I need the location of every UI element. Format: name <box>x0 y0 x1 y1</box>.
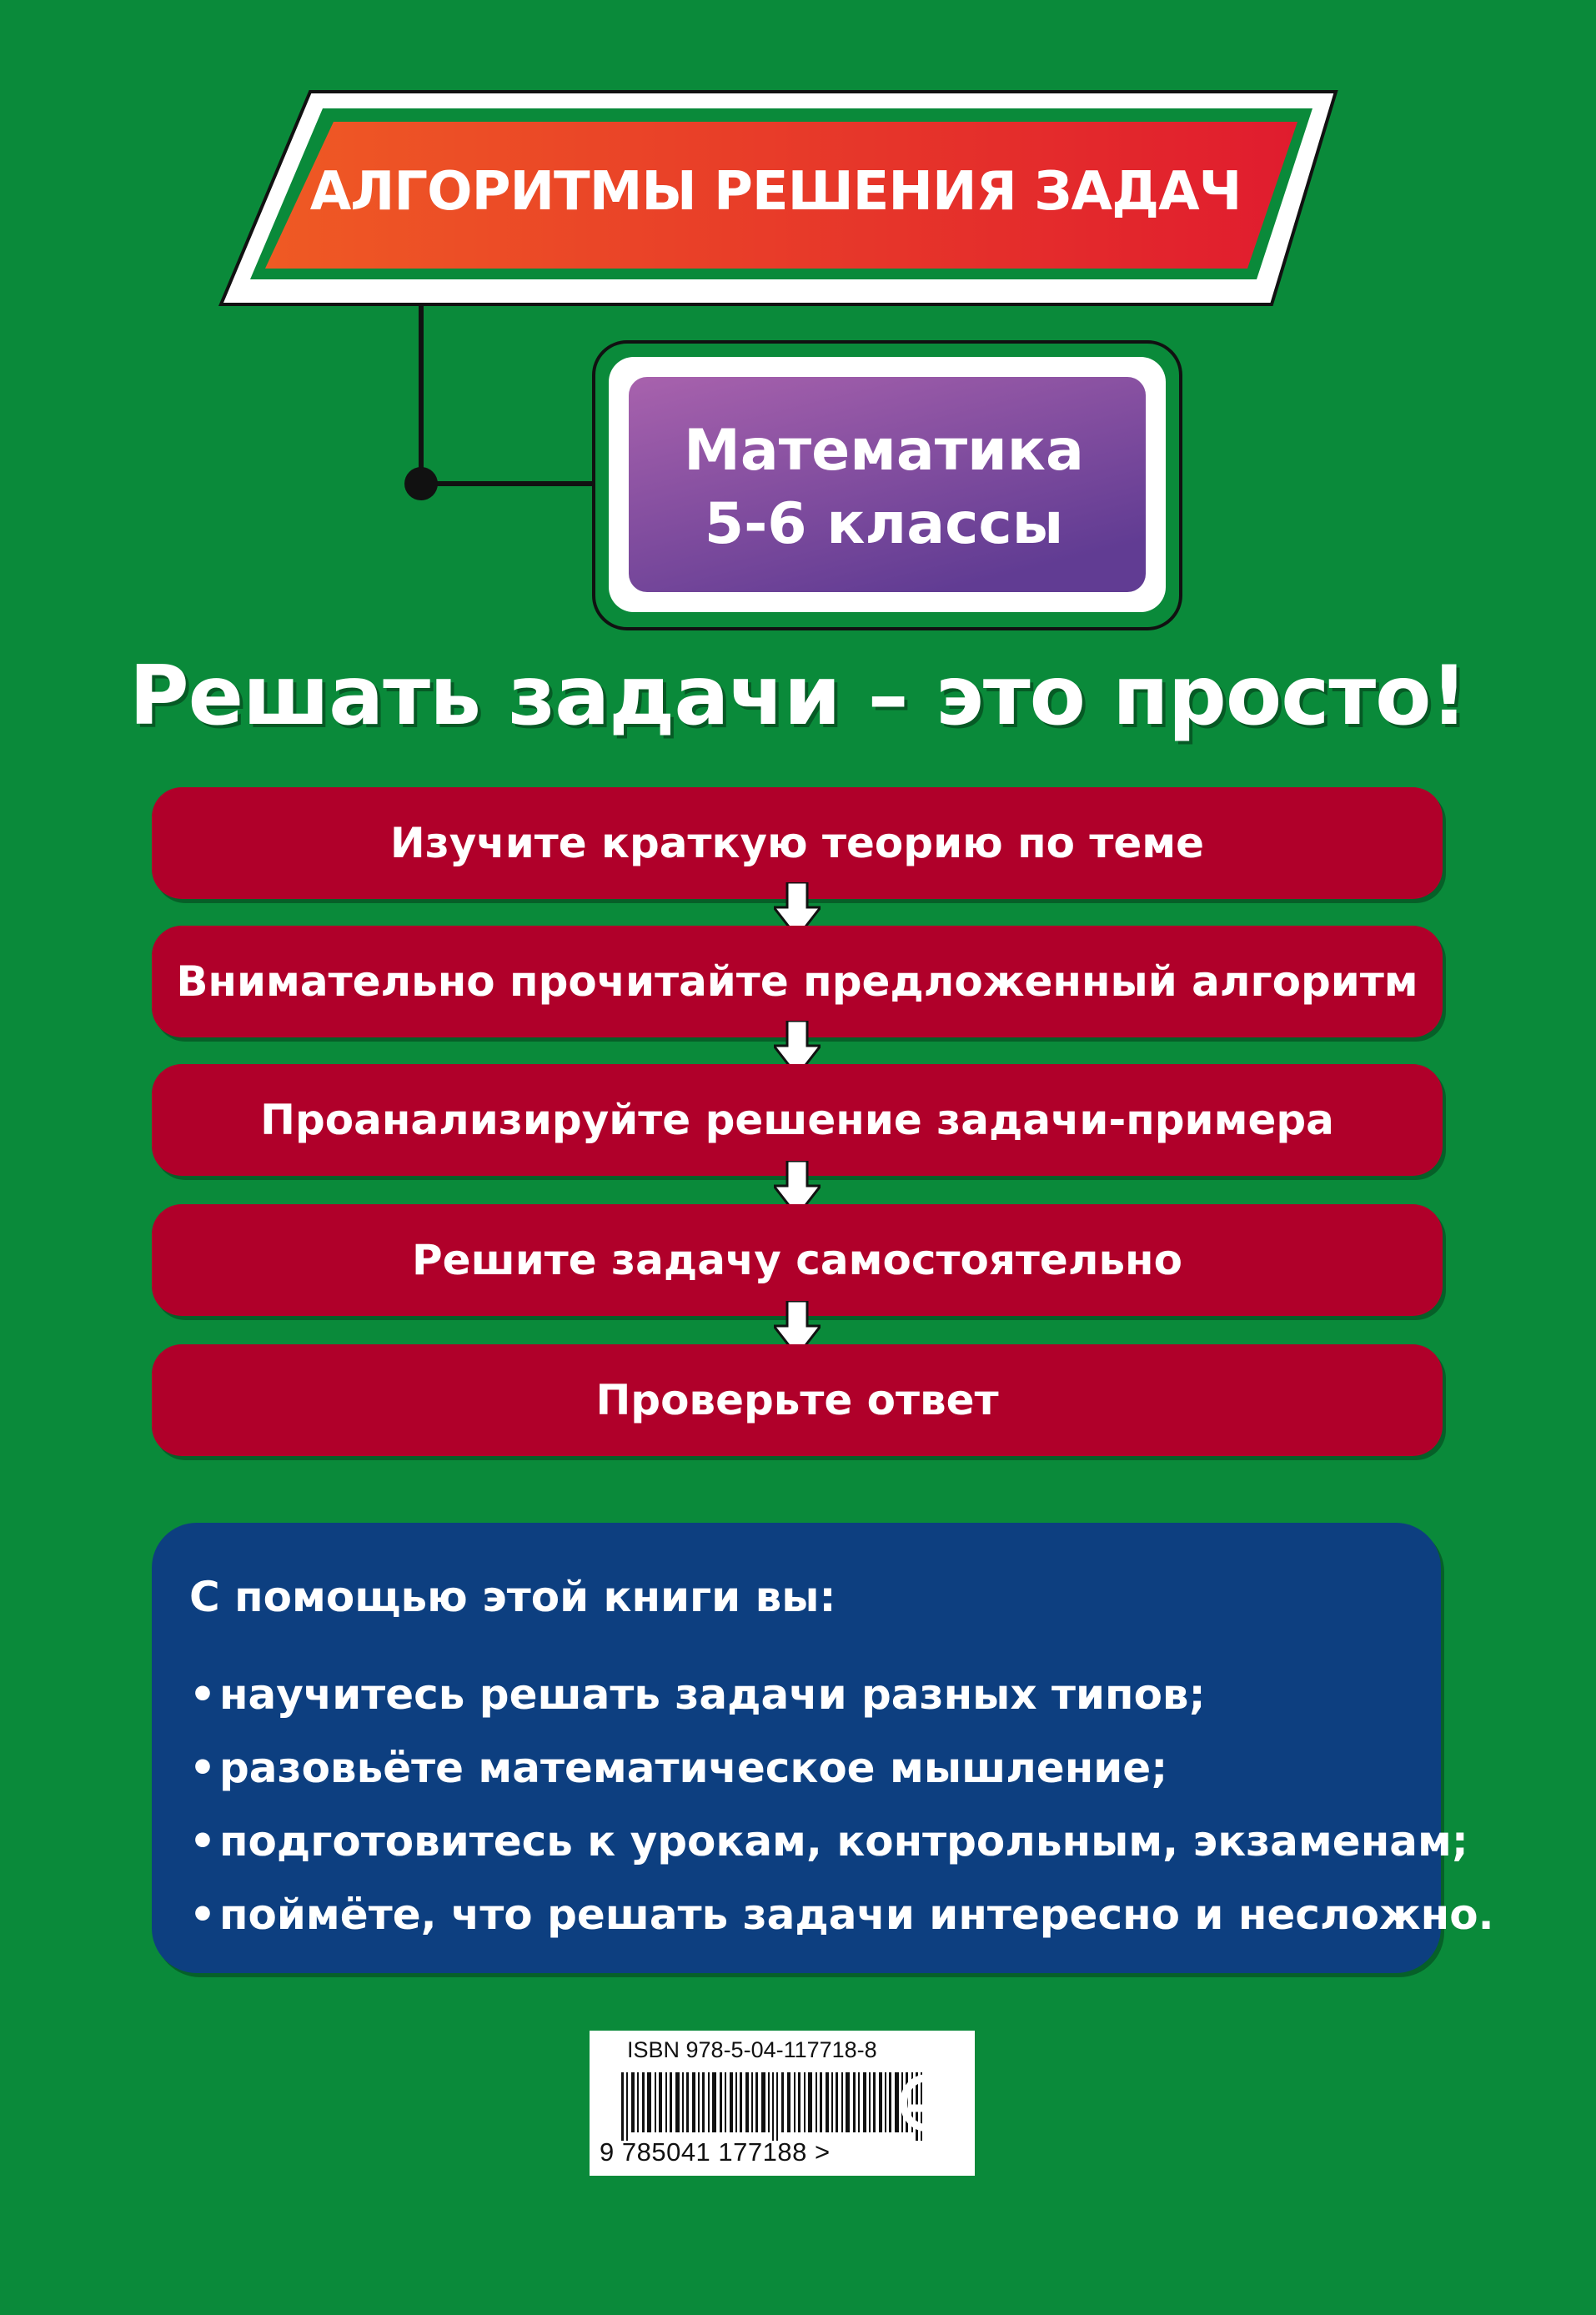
subject-box <box>623 375 1145 600</box>
barcode-digits: 9 785041 177188 > <box>600 2137 831 2167</box>
list-item <box>189 1658 1441 1731</box>
isbn-label: ISBN 978-5-04-117718-8 <box>627 2037 877 2062</box>
benefits-title: С помощью этой книги вы: <box>189 1573 836 1621</box>
step-5: Проверьте ответ <box>152 1344 1443 1456</box>
step-1: Изучите краткую теорию по теме <box>152 787 1443 899</box>
benefits-panel <box>152 1523 1494 1973</box>
series-title: АЛГОРИТМЫ РЕШЕНИЯ ЗАДАЧ <box>309 161 1242 223</box>
list-item <box>189 1805 1468 1878</box>
bullet-icon: • <box>189 1817 216 1866</box>
step-2: Внимательно прочитайте предложенный алгоритм <box>152 926 1443 1037</box>
list-item <box>189 1878 1494 1951</box>
list-item-text: подготовитесь к урокам, контрольным, экзаменам; <box>219 1817 1468 1866</box>
step-4: Решите задачу самостоятельно <box>152 1204 1443 1316</box>
barcode-icon <box>621 2072 938 2141</box>
step-3: Проанализируйте решение задачи-примера <box>152 1064 1443 1176</box>
benefits-list <box>189 1658 1494 1951</box>
list-item-text: разовьёте математическое мышление; <box>219 1744 1168 1792</box>
connector-line <box>421 304 600 484</box>
connector-dot <box>404 467 438 500</box>
headline: Решать задачи – это просто! <box>128 649 1468 744</box>
list-item <box>189 1731 1441 1805</box>
list-item-text: научитесь решать задачи разных типов; <box>219 1670 1206 1719</box>
bullet-icon: • <box>189 1891 216 1939</box>
publisher-logo-icon <box>896 2060 963 2152</box>
bullet-icon: • <box>189 1670 216 1719</box>
subject-line1: Математика <box>684 417 1084 484</box>
subject-line2: 5-6 классы <box>704 491 1064 557</box>
list-item-text: поймёте, что решать задачи интересно и несложно. <box>219 1891 1494 1939</box>
bullet-icon: • <box>189 1744 216 1792</box>
